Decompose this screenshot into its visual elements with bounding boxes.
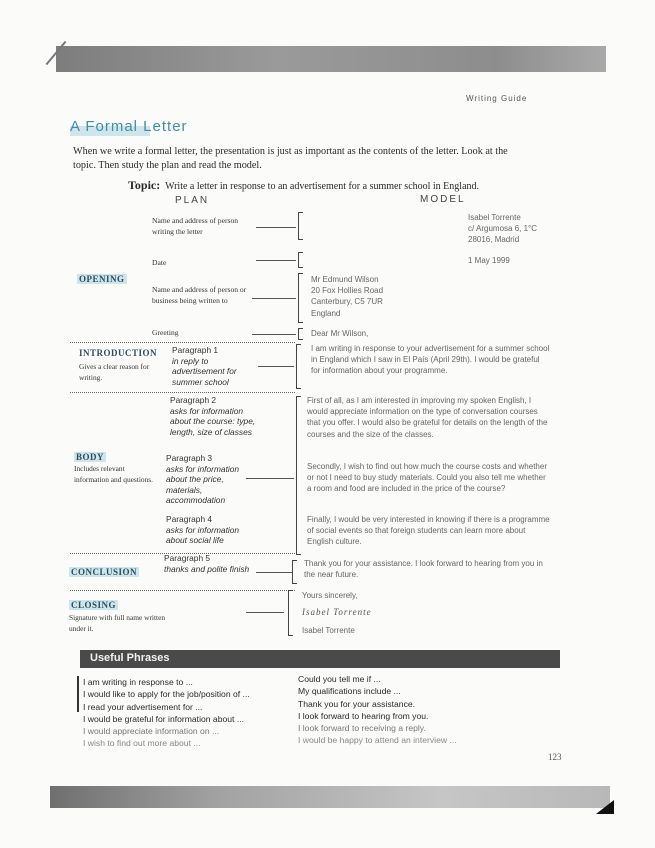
paragraph-5-text: thanks and polite finish — [164, 563, 250, 574]
model-greeting: Dear Mr Wilson, — [311, 329, 369, 338]
introduction-desc: Gives a clear reason for writing. — [79, 362, 150, 382]
recipient-line: England — [311, 308, 341, 318]
plan-writer-address: Name and address of person writing the letter — [152, 216, 239, 236]
plan-recipient: Name and address of person or business being written to — [152, 285, 247, 305]
connector — [252, 298, 296, 299]
sender-name: Isabel Torrente — [468, 213, 521, 222]
paragraph-3-title: Paragraph 3 — [166, 453, 213, 463]
page-number: 123 — [548, 752, 562, 762]
phrases-margin-line — [77, 676, 79, 712]
section-closing — [69, 600, 118, 610]
model-para-3: Secondly, I wish to find out how much the course costs and whether or not I need to buy study materials. Could you also tell me whether a room and food are included in the price of the course? — [307, 462, 547, 494]
model-date: 1 May 1999 — [468, 256, 510, 265]
section-opening-label: OPENING — [79, 274, 125, 284]
phrase-item: My qualifications include ... — [298, 686, 401, 697]
phrases-left — [83, 676, 293, 750]
phrase-item: I would be grateful for information about ... — [83, 713, 244, 724]
phrase-item: I am writing in response to ... — [83, 677, 193, 687]
closing-desc: Signature with full name written under it. — [69, 613, 166, 633]
paragraph-2-text: asks for information about the course: type, length, size of classes — [170, 405, 256, 437]
paragraph-2-title: Paragraph 2 — [170, 395, 217, 405]
topic-line — [128, 178, 479, 193]
model-para-5: Thank you for your assistance. I look forward to hearing from you in the near future. — [304, 559, 543, 580]
topic-text: Write a letter in response to an advertisement for a summer school in England. — [165, 181, 480, 192]
section-closing-label: CLOSING — [71, 600, 117, 610]
plan-heading: PLAN — [175, 195, 210, 206]
top-scan-bar — [56, 46, 606, 72]
paragraph-1-text: in reply to advertisement for summer school — [172, 355, 237, 387]
recipient-line: 20 Fox Hollies Road — [311, 286, 384, 296]
recipient-line: Canterbury, C5 7UR — [311, 297, 383, 307]
page-title: A Formal Letter — [70, 118, 188, 135]
plan-date: Date — [152, 258, 167, 267]
bracket — [292, 560, 297, 584]
useful-phrases-title: Useful Phrases — [90, 652, 170, 664]
paragraph-5-title: Paragraph 5 — [164, 553, 211, 563]
phrase-item: Could you tell me if ... — [298, 674, 381, 684]
paragraph-4-title: Paragraph 4 — [166, 514, 213, 524]
section-conclusion — [69, 567, 139, 577]
plan-greeting: Greeting — [152, 328, 179, 337]
connector — [258, 366, 294, 367]
model-para-1: I am writing in response to your advertisement for a summer school in England which I saw in El País (April 29th). I would be grateful for information about your programme. — [311, 344, 550, 376]
connector — [256, 572, 292, 573]
bracket — [298, 212, 303, 240]
model-signature: Isabel Torrente — [302, 607, 372, 617]
paragraph-1-label — [172, 345, 258, 387]
recipient-line: Mr Edmund Wilson — [311, 275, 379, 284]
paragraph-3-text: asks for information about the price, materials, accommodation — [166, 463, 240, 505]
bracket — [296, 396, 301, 555]
sender-city: 28016, Madrid — [468, 235, 520, 245]
section-opening — [77, 274, 127, 284]
section-divider — [70, 342, 295, 343]
topic-label: Topic: — [128, 178, 161, 192]
phrases-right — [298, 673, 518, 747]
phrase-item: I would be happy to attend an interview ... — [298, 735, 457, 746]
connector — [252, 334, 296, 335]
paragraph-2-label — [170, 395, 262, 437]
bracket — [296, 344, 301, 389]
section-body-label: BODY — [76, 452, 105, 462]
model-recipient — [311, 274, 441, 319]
sender-street: c/ Argumosa 6, 1°C — [468, 224, 538, 234]
paragraph-4-label — [166, 514, 258, 546]
bracket — [298, 328, 303, 340]
section-divider — [70, 392, 295, 393]
phrase-item: I wish to find out more about ... — [83, 738, 201, 749]
running-header: Writing Guide — [466, 94, 528, 103]
phrase-item: I look forward to hearing from you. — [298, 710, 429, 721]
section-introduction: INTRODUCTION — [79, 348, 158, 358]
intro-text: When we write a formal letter, the presentation is just as important as the contents of the letter. Look at the topic. Then study the plan and read the model. — [73, 146, 508, 171]
model-heading: MODEL — [420, 194, 466, 205]
section-conclusion-label: CONCLUSION — [71, 567, 138, 577]
model-printed-name: Isabel Torrente — [302, 626, 355, 635]
bracket — [298, 273, 303, 323]
connector — [246, 612, 284, 613]
phrase-item: I look forward to receiving a reply. — [298, 723, 426, 734]
paragraph-5-label — [164, 553, 254, 574]
phrase-item: I read your advertisement for ... — [83, 701, 203, 712]
paragraph-4-text: asks for information about social life — [166, 524, 240, 545]
body-desc: Includes relevant information and questions. — [74, 464, 154, 484]
model-para-2: First of all, as I am interested in improving my spoken English, I would appreciate information on the type of conversation courses that you offer. I would also be grateful for details on the length of the courses and the size of the classes. — [307, 396, 548, 439]
bottom-scan-bar — [50, 786, 610, 808]
paragraph-3-label — [166, 453, 258, 506]
model-sender — [468, 212, 578, 246]
connector — [246, 478, 294, 479]
paragraph-1-title: Paragraph 1 — [172, 345, 219, 355]
bracket — [298, 252, 303, 268]
phrase-item: I would like to apply for the job/position of ... — [83, 689, 250, 700]
section-body — [74, 452, 106, 462]
section-divider — [70, 590, 295, 591]
bracket — [288, 590, 293, 636]
connector — [256, 227, 296, 228]
phrase-item: I would appreciate information on ... — [83, 726, 220, 737]
phrase-item: Thank you for your assistance. — [298, 698, 416, 709]
model-closing: Yours sincerely, — [302, 591, 358, 600]
connector — [256, 260, 296, 261]
model-para-4: Finally, I would be very interested in knowing if there is a programme of social events so that foreign students can learn more about English culture. — [307, 515, 550, 547]
